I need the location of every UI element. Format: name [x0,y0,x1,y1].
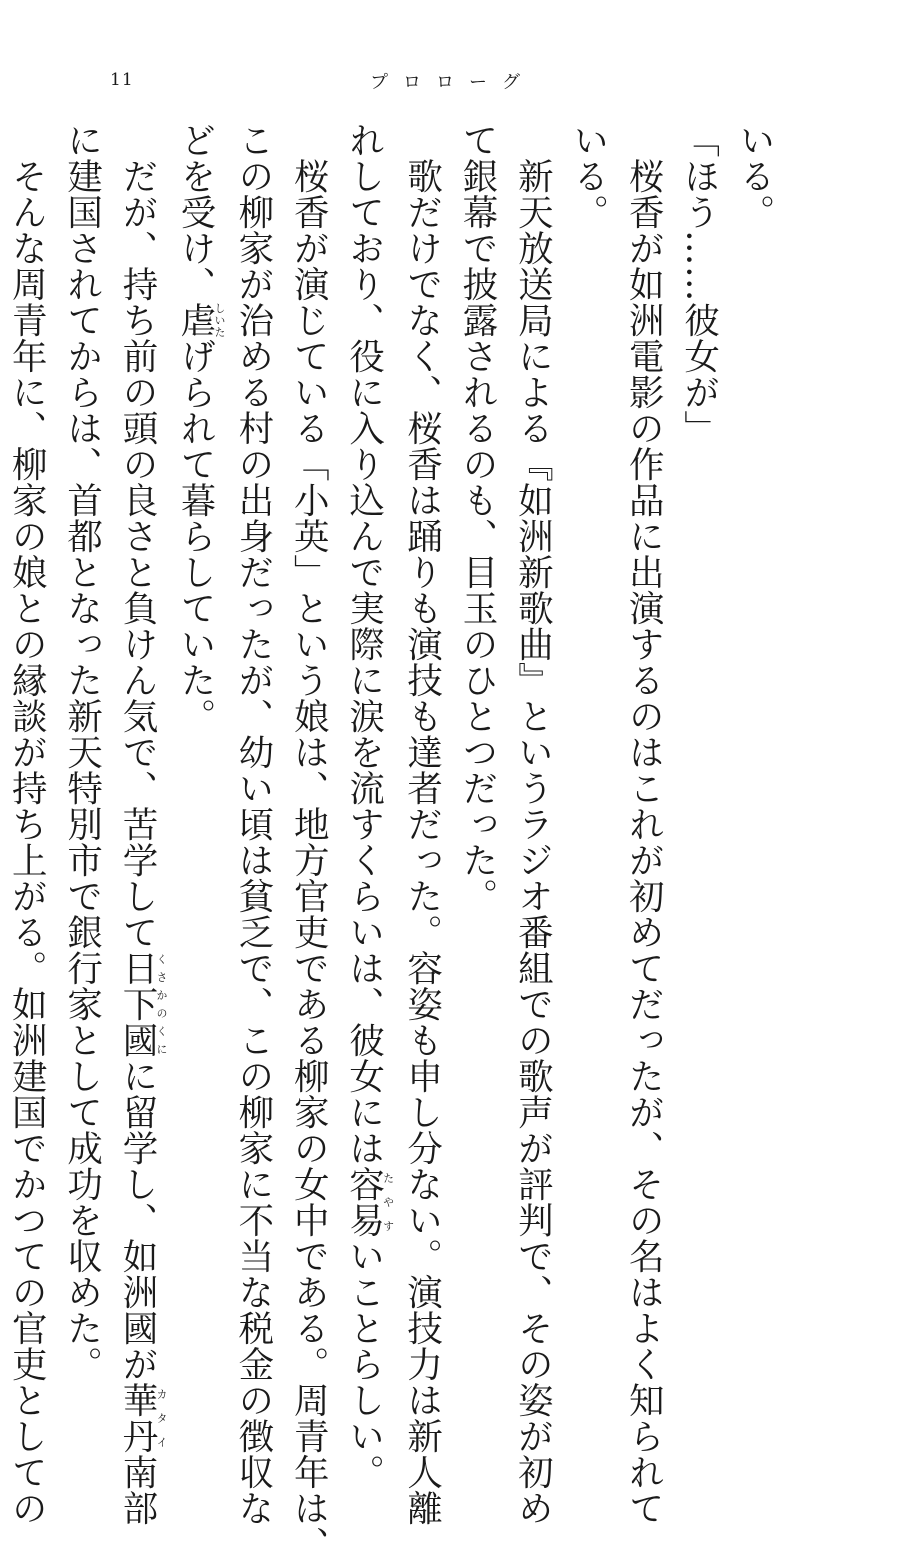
furigana-word: 虐しいた [174,302,226,338]
furigana-reading: たやす [381,1166,395,1238]
text-run: に留学し、如洲國が [117,1058,159,1382]
text-column [560,122,615,1177]
text-column [394,122,449,1526]
text-run: 桜香が演じている「小英」という娘は、地方官吏である柳家の女中である。周青年は、 [288,122,330,1562]
text-column [54,122,109,1382]
text-run: そんな周青年に、柳家の娘との縁談が持ち上がる。如洲建国でかつての官吏としての [6,122,48,1526]
text-run: に建国されてからは、首都となった新天特別市で銀行家として成功を収めた。 [61,122,103,1382]
text-run: どを受け、 [174,122,216,302]
furigana-reading: カタイ [155,1382,169,1454]
text-run: いる。 [734,122,775,230]
running-title: プロローグ [370,72,535,93]
text-run: いる。 [567,122,609,230]
text-column [110,122,169,1526]
vertical-body-text [0,122,782,1562]
text-run: れしており、役に入り込んで実際に涙を流すくらいは、彼女には [343,122,385,1166]
furigana-word: 容易たやす [343,1166,395,1238]
text-run: いことらしい。 [343,1238,385,1490]
text-run: 南部 [117,1454,159,1526]
text-run: 新天放送局による『如洲新歌曲』というラジオ番組での歌声が評判で、その姿が初め [512,122,554,1526]
text-column [616,122,671,1526]
furigana-word: 日下國くさかのくに [117,950,169,1058]
furigana-reading: くさかのくに [155,950,169,1058]
text-column [727,122,782,1177]
text-column [0,122,54,1526]
text-run: て銀幕で披露されるのも、目玉のひとつだった。 [456,122,498,914]
text-run: この柳家が治める村の出身だったが、幼い頃は貧乏で、この柳家に不当な税金の徴収な [232,122,274,1526]
text-column [671,122,726,1177]
text-run: 歌だけでなく、桜香は踊りも演技も達者だった。容姿も申し分ない。演技力は新人離 [401,122,443,1526]
text-column [281,122,336,1562]
text-column [450,122,505,1177]
text-column [336,122,395,1490]
page-number: 11 [110,70,134,90]
text-run: 桜香が如洲電影の作品に出演するのはこれが初めてだったが、その名はよく知られて [623,122,665,1526]
furigana-word: 華丹カタイ [117,1382,169,1454]
furigana-reading: しいた [212,302,226,338]
text-column [225,122,280,1526]
text-column [168,122,226,1177]
text-run: げられて暮らしていた。 [174,338,216,734]
text-run: 「ほう……彼女が」 [678,122,720,446]
text-run: だが、持ち前の頭の良さと負けん気で、苦学して [117,122,159,950]
text-column [505,122,560,1526]
